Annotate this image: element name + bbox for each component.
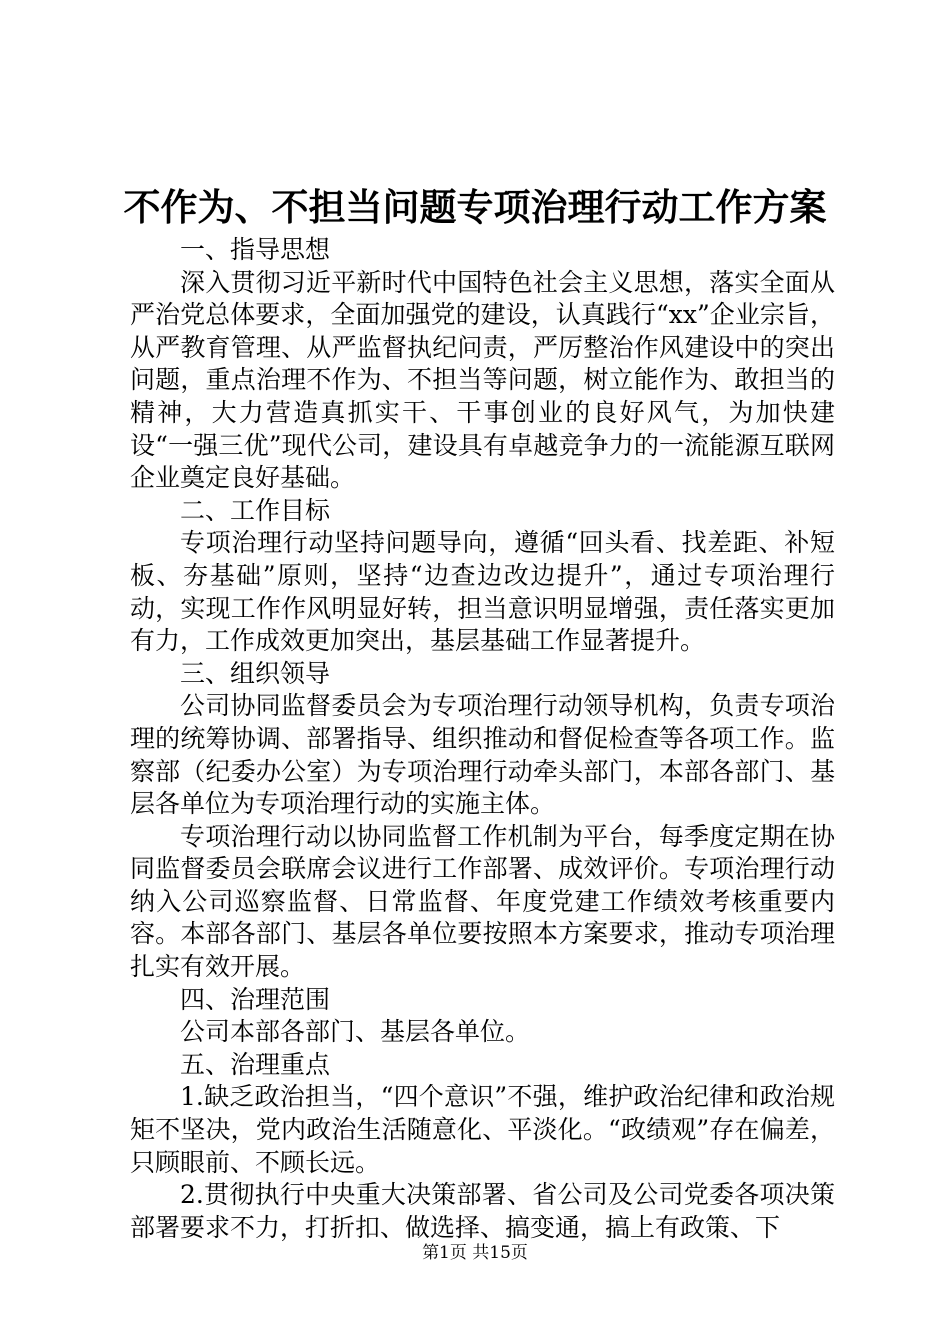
- paragraph-organization-1: 公司协同监督委员会为专项治理行动领导机构，负责专项治理的统筹协调、部署指导、组织推动和督促检查等各项工作。监察部（纪委办公室）为专项治理行动牵头部门，本部各部门、基层各单位为专项治理行动的实施主体。: [130, 691, 835, 819]
- section-heading-work-goals: 二、工作目标: [180, 495, 331, 525]
- document-title: 不作为、不担当问题专项治理行动工作方案: [123, 185, 827, 229]
- section-heading-key-points: 五、治理重点: [180, 1049, 331, 1079]
- paragraph-work-goals: 专项治理行动坚持问题导向，遵循“回头看、找差距、补短板、夯基础”原则，坚持“边查边改边提升”，通过专项治理行动，实现工作作风明显好转，担当意识明显增强，责任落实更加有力，工作成效更加突出，基层基础工作显著提升。: [130, 528, 835, 656]
- page-footer: 第1页 共15页: [422, 1243, 528, 1263]
- paragraph-key-point-2: 2.贯彻执行中央重大决策部署、省公司及公司党委各项决策部署要求不力，打折扣、做选择、搞变通，搞上有政策、下: [130, 1180, 835, 1242]
- paragraph-organization-2: 专项治理行动以协同监督工作机制为平台，每季度定期在协同监督委员会联席会议进行工作部署、成效评价。专项治理行动纳入公司巡察监督、日常监督、年度党建工作绩效考核重要内容。本部各部门、基层各单位要按照本方案要求，推动专项治理扎实有效开展。: [130, 821, 835, 982]
- paragraph-scope: 公司本部各部门、基层各单位。: [180, 1017, 531, 1047]
- section-heading-organization: 三、组织领导: [180, 658, 331, 688]
- paragraph-guiding-ideology: 深入贯彻习近平新时代中国特色社会主义思想，落实全面从严治党总体要求，全面加强党的建设，认真践行“xx”企业宗旨，从严教育管理、从严监督执纪问责，严厉整治作风建设中的突出问题，重点治理不作为、不担当等问题，树立能作为、敢担当的精神，大力营造真抓实干、干事创业的良好风气，为加快建设“一强三优”现代公司，建设具有卓越竞争力的一流能源互联网企业奠定良好基础。: [130, 267, 835, 493]
- section-heading-guiding-ideology: 一、指导思想: [180, 235, 331, 264]
- section-heading-scope: 四、治理范围: [180, 984, 331, 1014]
- paragraph-key-point-1: 1.缺乏政治担当，“四个意识”不强，维护政治纪律和政治规矩不坚决，党内政治生活随意化、平淡化。“政绩观”存在偏差，只顾眼前、不顾长远。: [130, 1082, 835, 1177]
- document-body: [130, 234, 835, 1244]
